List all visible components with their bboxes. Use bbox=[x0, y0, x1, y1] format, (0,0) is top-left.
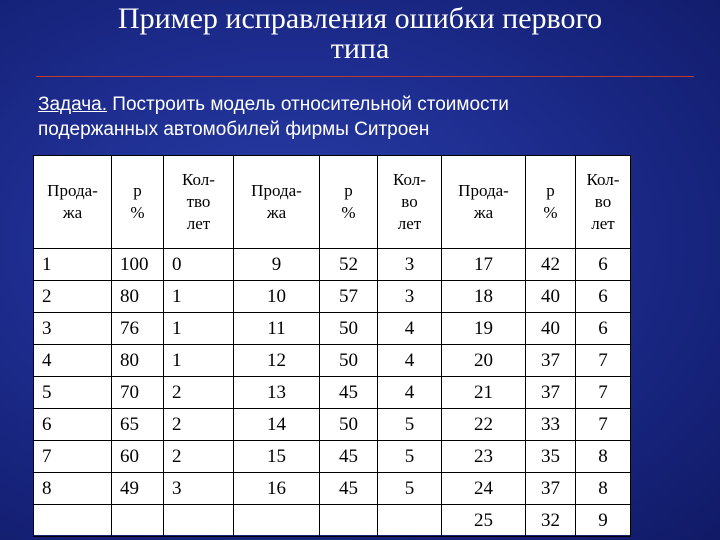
table-cell: 76 bbox=[112, 313, 164, 345]
table-cell: 37 bbox=[526, 345, 576, 377]
table-cell: 4 bbox=[378, 377, 442, 409]
table-cell: 2 bbox=[34, 281, 112, 313]
data-table bbox=[33, 155, 631, 537]
table-cell: 60 bbox=[112, 441, 164, 473]
table-cell: 21 bbox=[442, 377, 526, 409]
table-row bbox=[34, 345, 631, 377]
column-header-line: жа bbox=[266, 203, 287, 222]
table-cell: 52 bbox=[320, 249, 378, 281]
table-cell: 3 bbox=[34, 313, 112, 345]
table-cell: 42 bbox=[526, 249, 576, 281]
table-cell: 0 bbox=[164, 249, 234, 281]
table-cell bbox=[34, 505, 112, 537]
column-header-line: тво bbox=[186, 192, 211, 211]
table-cell bbox=[234, 505, 320, 537]
column-header-line: лет bbox=[186, 214, 211, 233]
column-header-line: % bbox=[543, 203, 558, 222]
table-cell: 37 bbox=[526, 377, 576, 409]
table-cell: 4 bbox=[34, 345, 112, 377]
table-cell: 9 bbox=[234, 249, 320, 281]
column-header-line: % bbox=[130, 203, 145, 222]
title-line-1: Пример исправления ошибки первого bbox=[117, 2, 603, 35]
table-cell: 40 bbox=[526, 313, 576, 345]
table-cell: 5 bbox=[378, 409, 442, 441]
table-cell: 65 bbox=[112, 409, 164, 441]
table-cell: 6 bbox=[34, 409, 112, 441]
table-cell: 9 bbox=[576, 505, 631, 537]
table-cell: 49 bbox=[112, 473, 164, 505]
table-cell: 10 bbox=[234, 281, 320, 313]
table-cell: 50 bbox=[320, 345, 378, 377]
table-cell: 24 bbox=[442, 473, 526, 505]
table-cell: 40 bbox=[526, 281, 576, 313]
column-header bbox=[378, 156, 442, 249]
column-header bbox=[34, 156, 112, 249]
table-cell bbox=[378, 505, 442, 537]
table-cell: 7 bbox=[576, 409, 631, 441]
table-cell: 7 bbox=[34, 441, 112, 473]
table-cell: 7 bbox=[576, 345, 631, 377]
table-cell bbox=[164, 505, 234, 537]
table-cell bbox=[112, 505, 164, 537]
column-header bbox=[320, 156, 378, 249]
table-cell: 80 bbox=[112, 281, 164, 313]
table-row bbox=[34, 377, 631, 409]
table-cell: 25 bbox=[442, 505, 526, 537]
table-cell: 5 bbox=[378, 473, 442, 505]
table-row bbox=[34, 441, 631, 473]
table-cell: 5 bbox=[378, 441, 442, 473]
table-cell: 80 bbox=[112, 345, 164, 377]
task-line-1: Построить модель относительной стоимости bbox=[107, 94, 509, 115]
table-cell: 6 bbox=[576, 249, 631, 281]
table-cell: 33 bbox=[526, 409, 576, 441]
table-cell: 5 bbox=[34, 377, 112, 409]
table-cell: 7 bbox=[576, 377, 631, 409]
table-cell: 32 bbox=[526, 505, 576, 537]
table-row bbox=[34, 249, 631, 281]
table-row bbox=[34, 505, 631, 537]
table-cell: 1 bbox=[34, 249, 112, 281]
title-divider bbox=[36, 76, 694, 77]
table-cell: 1 bbox=[164, 281, 234, 313]
column-header-line: во bbox=[594, 192, 612, 211]
column-header bbox=[112, 156, 164, 249]
table-cell: 2 bbox=[164, 441, 234, 473]
column-header-line: жа bbox=[473, 203, 494, 222]
table-cell: 57 bbox=[320, 281, 378, 313]
column-header-line: лет bbox=[591, 214, 615, 233]
table-cell: 50 bbox=[320, 313, 378, 345]
table-cell: 8 bbox=[576, 441, 631, 473]
column-header-line: Кол- bbox=[182, 170, 215, 189]
column-header-line: Прода- bbox=[458, 181, 509, 200]
table-cell: 8 bbox=[576, 473, 631, 505]
table-cell: 100 bbox=[112, 249, 164, 281]
table-cell: 3 bbox=[378, 249, 442, 281]
task-label: Задача. bbox=[38, 94, 108, 115]
table-cell: 37 bbox=[526, 473, 576, 505]
table-cell: 17 bbox=[442, 249, 526, 281]
column-header-line: жа bbox=[62, 203, 83, 222]
column-header-line: Кол- bbox=[586, 170, 620, 189]
table-cell: 35 bbox=[526, 441, 576, 473]
table-cell: 45 bbox=[320, 441, 378, 473]
column-header bbox=[442, 156, 526, 249]
table-cell: 4 bbox=[378, 313, 442, 345]
table-cell: 1 bbox=[164, 345, 234, 377]
column-header-line: p bbox=[344, 181, 353, 200]
table-row bbox=[34, 409, 631, 441]
table-row bbox=[34, 473, 631, 505]
table-cell: 23 bbox=[442, 441, 526, 473]
column-header-line: Прода- bbox=[251, 181, 302, 200]
column-header bbox=[164, 156, 234, 249]
table-cell: 13 bbox=[234, 377, 320, 409]
table-cell: 2 bbox=[164, 377, 234, 409]
table-cell: 16 bbox=[234, 473, 320, 505]
table-cell: 15 bbox=[234, 441, 320, 473]
table-cell: 50 bbox=[320, 409, 378, 441]
task-line-2: подержанных автомобилей фирмы Ситроен bbox=[38, 119, 430, 140]
column-header-line: Кол- bbox=[393, 170, 426, 189]
column-header bbox=[234, 156, 320, 249]
table-cell: 22 bbox=[442, 409, 526, 441]
table-cell: 6 bbox=[576, 313, 631, 345]
table-cell: 70 bbox=[112, 377, 164, 409]
table-cell: 45 bbox=[320, 377, 378, 409]
table-cell: 14 bbox=[234, 409, 320, 441]
column-header-line: % bbox=[341, 203, 356, 222]
table-cell: 45 bbox=[320, 473, 378, 505]
table-cell: 3 bbox=[378, 281, 442, 313]
column-header bbox=[576, 156, 631, 249]
table-cell: 19 bbox=[442, 313, 526, 345]
table-cell: 12 bbox=[234, 345, 320, 377]
column-header-line: лет bbox=[397, 214, 422, 233]
table-row bbox=[34, 281, 631, 313]
table-cell: 20 bbox=[442, 345, 526, 377]
table-cell: 4 bbox=[378, 345, 442, 377]
column-header bbox=[526, 156, 576, 249]
column-header-line: Прода- bbox=[47, 181, 98, 200]
column-header-line: во bbox=[401, 192, 418, 211]
task-text bbox=[38, 92, 698, 142]
table-cell: 11 bbox=[234, 313, 320, 345]
title-line-2: типа bbox=[330, 32, 390, 65]
table-cell bbox=[320, 505, 378, 537]
column-header-line: p bbox=[546, 181, 555, 200]
table-cell: 8 bbox=[34, 473, 112, 505]
data-table-container bbox=[33, 155, 630, 535]
table-cell: 18 bbox=[442, 281, 526, 313]
table-header-row bbox=[34, 156, 631, 249]
table-cell: 3 bbox=[164, 473, 234, 505]
table-cell: 6 bbox=[576, 281, 631, 313]
column-header-line: p bbox=[133, 181, 142, 200]
slide-title bbox=[0, 4, 720, 64]
table-cell: 1 bbox=[164, 313, 234, 345]
table-cell: 2 bbox=[164, 409, 234, 441]
table-row bbox=[34, 313, 631, 345]
